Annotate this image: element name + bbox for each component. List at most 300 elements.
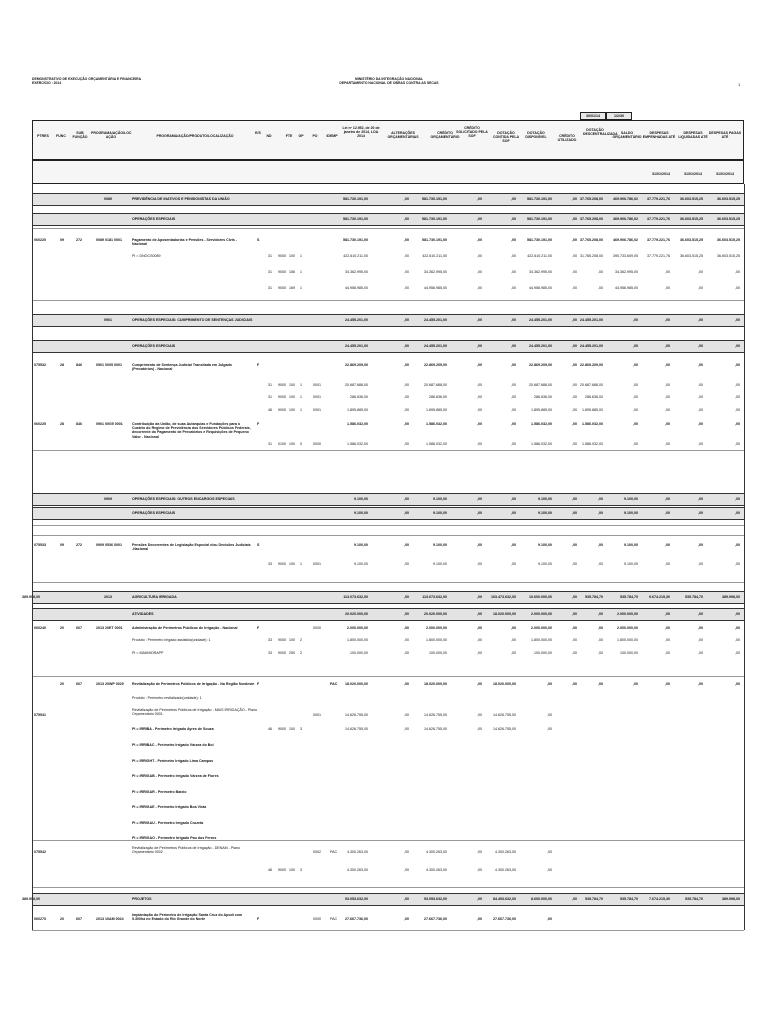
- value-cell: ,00: [598, 497, 603, 501]
- value-cell: 22.869.209,00: [580, 363, 603, 367]
- value-cell: ,00: [477, 217, 482, 221]
- value-cell: ,00: [404, 543, 409, 547]
- idemp-code: 0000: [313, 917, 321, 921]
- value-cell: ,00: [665, 511, 670, 515]
- value-cell: ,00: [665, 383, 670, 387]
- value-cell: 9.100,00: [624, 497, 638, 501]
- rp-code: 3: [300, 868, 302, 872]
- value-cell: ,00: [665, 422, 670, 426]
- value-cell: ,00: [665, 638, 670, 642]
- value-cell: ,00: [404, 897, 409, 901]
- rp-code: 1: [300, 254, 302, 258]
- fte-code: 9000: [278, 383, 286, 387]
- function-code: 28: [60, 363, 64, 367]
- value-cell: ,00: [698, 626, 703, 630]
- value-cell: 37.765.208,00: [580, 238, 603, 242]
- group-program-code: 0089: [104, 197, 112, 201]
- value-cell: ,00: [735, 626, 740, 630]
- value-cell: ,00: [511, 543, 516, 547]
- value-cell: 27.667.736,00: [424, 917, 447, 921]
- group-title: PREVIDÊNCIA DE INATIVOS E PENSIONISTAS DA UNIÃO: [132, 197, 230, 201]
- value-cell: 24.455.201,00: [529, 344, 552, 348]
- row-divider: [32, 840, 744, 841]
- value-cell: 103.473.632,00: [491, 595, 516, 599]
- value-cell: ,00: [511, 562, 516, 566]
- value-cell: 20.687.688,00: [345, 383, 368, 387]
- gp-code: 100: [289, 562, 295, 566]
- value-cell: ,00: [572, 286, 577, 290]
- value-cell: ,00: [572, 595, 577, 599]
- idemp-code: 0000: [313, 442, 321, 446]
- date-box-2-text: 1/2/30: [614, 114, 624, 118]
- value-cell: ,00: [477, 511, 482, 515]
- value-cell: 93.053.632,00: [424, 897, 447, 901]
- date-pagas: 31/01/2014: [716, 172, 734, 176]
- value-cell: ,00: [404, 383, 409, 387]
- subfunction-code: 846: [76, 422, 82, 426]
- value-cell: ,00: [477, 612, 482, 616]
- value-cell: 36.603.515,25: [717, 254, 740, 258]
- function-code: 09: [60, 238, 64, 242]
- value-cell: ,00: [633, 318, 638, 322]
- value-cell: ,00: [404, 344, 409, 348]
- group-program-code: 0901: [104, 318, 112, 322]
- rp-code: 2: [300, 651, 302, 655]
- value-cell: 113.073.632,00: [422, 595, 447, 599]
- value-cell: 37.779.221,76: [647, 238, 670, 242]
- value-cell: ,00: [404, 612, 409, 616]
- nd-code: 33: [268, 638, 272, 642]
- value-cell: ,00: [735, 422, 740, 426]
- value-cell: 2.000.000,00: [531, 626, 552, 630]
- value-cell: 389.998,00: [22, 595, 40, 599]
- item-description: PI = MANHIDRAPP: [132, 651, 164, 655]
- plan-item: PI = IRRIGAE - Perímetro Irrigado Boa Vista: [132, 805, 207, 809]
- value-cell: ,00: [572, 270, 577, 274]
- value-cell: 286.636,00: [350, 395, 368, 399]
- value-cell: ,00: [511, 254, 516, 258]
- row-divider: [32, 676, 744, 677]
- po-code: PAC: [330, 917, 338, 921]
- value-cell: 286.636,00: [585, 395, 603, 399]
- report-header-center: [334, 77, 444, 85]
- value-cell: 34.362.995,00: [345, 270, 368, 274]
- value-cell: 20.020.000,00: [424, 612, 447, 616]
- rp-code: 1: [300, 408, 302, 412]
- value-cell: 20.687.688,00: [529, 383, 552, 387]
- value-cell: ,00: [477, 270, 482, 274]
- value-cell: ,00: [572, 408, 577, 412]
- value-cell: ,00: [665, 626, 670, 630]
- value-cell: ,00: [511, 238, 516, 242]
- function-code: 09: [60, 543, 64, 547]
- col-func: FUNC: [56, 134, 66, 138]
- value-cell: ,00: [404, 270, 409, 274]
- fte-code: 9000: [278, 727, 286, 731]
- col-subfuncao: SUB FUNÇÃO: [72, 131, 88, 139]
- value-cell: ,00: [511, 422, 516, 426]
- value-cell: ,00: [547, 917, 552, 921]
- group-title: PROJETOS: [132, 897, 152, 901]
- value-cell: 581.730.191,00: [422, 217, 447, 221]
- subfunction-code: 607: [76, 682, 82, 686]
- report-title: DEMONSTRATIVO DE EXECUÇÃO ORÇAMENTÁRIA E FINANCEIRA: [32, 77, 142, 81]
- value-cell: ,00: [404, 497, 409, 501]
- subfunction-code: 607: [76, 626, 82, 630]
- fte-code: 0100: [278, 442, 286, 446]
- value-cell: ,00: [633, 408, 638, 412]
- value-cell: 24.455.201,00: [424, 318, 447, 322]
- value-cell: ,00: [511, 497, 516, 501]
- value-cell: 36.603.515,25: [680, 254, 703, 258]
- value-cell: 9.100,00: [433, 543, 447, 547]
- value-cell: ,00: [572, 651, 577, 655]
- subfunction-code: 272: [76, 543, 82, 547]
- value-cell: 2.000.000,00: [531, 612, 552, 616]
- value-cell: ,00: [477, 197, 482, 201]
- value-cell: ,00: [572, 254, 577, 258]
- value-cell: ,00: [511, 638, 516, 642]
- value-cell: 36.603.515,25: [717, 197, 740, 201]
- column-header-band: [32, 120, 744, 160]
- nd-code: 31: [268, 270, 272, 274]
- value-cell: ,00: [665, 682, 670, 686]
- subfunction-code: 607: [76, 917, 82, 921]
- value-cell: ,00: [598, 270, 603, 274]
- value-cell: 44.956.985,00: [345, 286, 368, 290]
- value-cell: ,00: [511, 511, 516, 515]
- value-cell: 4.300.263,00: [426, 850, 447, 854]
- value-cell: 2.000.000,00: [426, 626, 447, 630]
- gp-code: 100: [289, 868, 295, 872]
- value-cell: ,00: [572, 638, 577, 642]
- value-cell: 20.687.688,00: [580, 383, 603, 387]
- rp-code: 3: [300, 727, 302, 731]
- group-title: OPERAÇÕES ESPECIAIS: [132, 511, 176, 515]
- value-cell: 14.626.755,00: [345, 713, 368, 717]
- value-cell: ,00: [572, 318, 577, 322]
- row-divider: [32, 525, 744, 526]
- item-description: Contribuição da União, de suas Autarquias e Fundações para o Custeio do Regime de Previdência dos Servidores Públicos Federais, decorrente do Pagamento de Precatórios e Requisições de Pequeno Valor - Nacional: [132, 422, 251, 439]
- col-nd: ND: [266, 134, 272, 138]
- group-title: OPERAÇÕES ESPECIAIS: [132, 217, 176, 221]
- gp-code: 100: [289, 254, 295, 258]
- value-cell: ,00: [735, 286, 740, 290]
- value-cell: 27.667.736,00: [493, 917, 516, 921]
- value-cell: 24.455.201,00: [345, 344, 368, 348]
- value-cell: 34.362.995,00: [424, 270, 447, 274]
- value-cell: 4.300.263,00: [347, 850, 368, 854]
- nd-code: 31: [268, 286, 272, 290]
- value-cell: ,00: [598, 626, 603, 630]
- value-cell: 9.100,00: [538, 497, 552, 501]
- function-code: 20: [60, 917, 64, 921]
- value-cell: 389.998,00: [722, 595, 740, 599]
- value-cell: 14.626.755,00: [345, 727, 368, 731]
- value-cell: ,00: [477, 682, 482, 686]
- value-cell: ,00: [665, 270, 670, 274]
- value-cell: 9.100,00: [354, 543, 368, 547]
- date-empenhadas: 31/01/2014: [652, 172, 670, 176]
- value-cell: ,00: [511, 270, 516, 274]
- row-divider: [32, 887, 744, 888]
- program-code: 0909 0536 0001: [96, 543, 122, 547]
- gp-code: 250: [289, 651, 295, 655]
- value-cell: ,00: [735, 363, 740, 367]
- value-cell: 22.869.209,00: [345, 363, 368, 367]
- fte-code: 9000: [278, 868, 286, 872]
- value-cell: 535.784,70: [585, 897, 603, 901]
- value-cell: ,00: [735, 442, 740, 446]
- group-title: OPERAÇÕES ESPECIAIS: [132, 344, 176, 348]
- value-cell: ,00: [735, 651, 740, 655]
- value-cell: ,00: [404, 254, 409, 258]
- value-cell: ,00: [404, 682, 409, 686]
- value-cell: ,00: [665, 562, 670, 566]
- rp-code: 1: [300, 395, 302, 399]
- nd-code: 31: [268, 395, 272, 399]
- value-cell: ,00: [633, 395, 638, 399]
- col-alteracoes: ALTERAÇÕES ORÇAMENTÁRIAS: [387, 131, 419, 139]
- value-cell: ,00: [735, 682, 740, 686]
- plan-item: PI = IRRIGAO - Perímetro Irrigado Pau dos Ferros: [132, 836, 217, 840]
- value-cell: ,00: [572, 217, 577, 221]
- value-cell: 9.100,00: [624, 511, 638, 515]
- fte-code: 9000: [278, 395, 286, 399]
- value-cell: 581.730.191,00: [527, 217, 552, 221]
- col-idemp: IDEMP: [326, 134, 338, 138]
- value-cell: 7.674.215,30: [649, 897, 670, 901]
- value-cell: ,00: [572, 422, 577, 426]
- item-description: Revitalização de Perímetros Públicos de Irrigação - DENAM - Plano Orçamentário 0002: [132, 846, 241, 855]
- value-cell: ,00: [633, 383, 638, 387]
- nd-code: 31: [268, 383, 272, 387]
- value-cell: 9.100,00: [354, 562, 368, 566]
- fte-code: 9000: [278, 562, 286, 566]
- value-cell: 37.765.208,00: [580, 217, 603, 221]
- page-number: 1: [738, 82, 741, 87]
- value-cell: ,00: [404, 197, 409, 201]
- value-cell: 22.869.209,00: [424, 363, 447, 367]
- col-credito-utilizado: CRÉDITO UTILIZADO: [557, 134, 577, 142]
- item-description: PI = DNOCS0089: [132, 254, 161, 258]
- value-cell: ,00: [698, 344, 703, 348]
- value-cell: ,00: [735, 318, 740, 322]
- value-cell: 581.730.191,00: [527, 238, 552, 242]
- value-cell: ,00: [477, 442, 482, 446]
- value-cell: ,00: [665, 408, 670, 412]
- value-cell: ,00: [572, 612, 577, 616]
- value-cell: 1.895.885,00: [531, 408, 552, 412]
- value-cell: ,00: [404, 713, 409, 717]
- ptres-code: 075541: [34, 713, 46, 717]
- value-cell: 24.455.201,00: [580, 344, 603, 348]
- program-code: 0089 0181 0001: [96, 238, 122, 242]
- rp-code: 1: [300, 270, 302, 274]
- ptres-code: 060225: [34, 422, 46, 426]
- value-cell: ,00: [404, 626, 409, 630]
- value-cell: ,00: [404, 408, 409, 412]
- value-cell: ,00: [735, 270, 740, 274]
- ptres-code: 060270: [34, 917, 46, 921]
- value-cell: ,00: [698, 286, 703, 290]
- value-cell: 20.687.688,00: [424, 383, 447, 387]
- value-cell: ,00: [572, 626, 577, 630]
- value-cell: ,00: [404, 651, 409, 655]
- ptres-code: 075533: [34, 543, 46, 547]
- value-cell: 36.603.515,25: [680, 238, 703, 242]
- value-cell: ,00: [404, 562, 409, 566]
- group-program-code: 2013: [104, 595, 112, 599]
- value-cell: ,00: [572, 511, 577, 515]
- value-cell: 9.100,00: [538, 562, 552, 566]
- nd-code: 33: [268, 651, 272, 655]
- value-cell: 37.779.221,76: [647, 254, 670, 258]
- value-cell: ,00: [511, 395, 516, 399]
- value-cell: 9.100,00: [433, 511, 447, 515]
- value-cell: 1.586.032,00: [582, 422, 603, 426]
- value-cell: ,00: [477, 917, 482, 921]
- idemp-code: 0001: [313, 562, 321, 566]
- value-cell: 581.730.191,00: [343, 197, 368, 201]
- fte-code: 9000: [278, 254, 286, 258]
- idemp-code: 0001: [313, 383, 321, 387]
- idemp-code: 0001: [313, 713, 321, 717]
- value-cell: ,00: [572, 197, 577, 201]
- value-cell: ,00: [572, 562, 577, 566]
- value-cell: 37.765.208,00: [580, 197, 603, 201]
- value-cell: 36.603.515,25: [717, 238, 740, 242]
- value-cell: ,00: [633, 363, 638, 367]
- value-cell: 581.730.191,00: [422, 197, 447, 201]
- ptres-code: 060220: [34, 238, 46, 242]
- value-cell: ,00: [511, 318, 516, 322]
- value-cell: ,00: [598, 651, 603, 655]
- col-ptres: PTRES: [37, 134, 49, 138]
- group-program-code: 0909: [104, 497, 112, 501]
- value-cell: 1.895.885,00: [582, 408, 603, 412]
- value-cell: 535.784,70: [620, 595, 638, 599]
- table-frame-left: [32, 184, 33, 930]
- ministry-name: MINISTÉRIO DA INTEGRAÇÃO NACIONAL: [354, 77, 424, 81]
- plan-item: PI = IRRIGAR - Perímetro Baixio: [132, 789, 187, 794]
- value-cell: 4.300.263,00: [426, 868, 447, 872]
- value-cell: ,00: [477, 713, 482, 717]
- col-credito-solicitado: CRÉDITO SOLICITADO PELA SOF: [456, 126, 488, 138]
- value-cell: 469.906.786,02: [613, 217, 638, 221]
- value-cell: ,00: [572, 497, 577, 501]
- value-cell: 9.100,00: [624, 543, 638, 547]
- value-cell: ,00: [598, 543, 603, 547]
- gp-code: 100: [289, 408, 295, 412]
- value-cell: 422.610.211,00: [343, 254, 368, 258]
- value-cell: 44.956.985,00: [615, 286, 638, 290]
- value-cell: 37.779.221,76: [647, 197, 670, 201]
- item-description: Revitalização de Perímetros Públicos de Irrigação - Na Região Nordeste: [132, 682, 255, 686]
- plan-item: PI = IRRIGAB - Perímetro Irrigado Várzea de Flores: [132, 774, 219, 778]
- value-cell: ,00: [511, 651, 516, 655]
- value-cell: 100.000,00: [429, 651, 447, 655]
- row-divider: [32, 535, 744, 536]
- value-cell: ,00: [633, 344, 638, 348]
- table-frame-right: [744, 184, 745, 930]
- value-cell: ,00: [404, 850, 409, 854]
- value-cell: 9.100,00: [433, 562, 447, 566]
- value-cell: 24.455.201,00: [345, 318, 368, 322]
- value-cell: 535.784,70: [685, 595, 703, 599]
- value-cell: 535.784,70: [620, 897, 638, 901]
- es-code: S: [257, 238, 260, 242]
- value-cell: ,00: [698, 612, 703, 616]
- value-cell: 1.586.032,00: [531, 442, 552, 446]
- item-description: Cumprimento de Sentença Judicial Transitada em Julgado (Precatórios) - Nacional: [132, 363, 232, 372]
- nd-code: 46: [268, 408, 272, 412]
- value-cell: 1.586.032,00: [347, 422, 368, 426]
- value-cell: 24.455.201,00: [580, 318, 603, 322]
- value-cell: 469.906.786,02: [613, 197, 638, 201]
- col-despesas-pagas: DESPESAS PAGAS ATÉ: [708, 131, 742, 139]
- value-cell: ,00: [598, 612, 603, 616]
- value-cell: ,00: [698, 651, 703, 655]
- value-cell: ,00: [547, 868, 552, 872]
- value-cell: 44.956.985,00: [424, 286, 447, 290]
- group-title: OPERAÇÕES ESPECIAIS: OUTROS ENCARGOS ESPECIAIS: [132, 497, 235, 501]
- value-cell: ,00: [633, 422, 638, 426]
- value-cell: 18.020.000,00: [424, 682, 447, 686]
- value-cell: ,00: [698, 408, 703, 412]
- value-cell: ,00: [511, 408, 516, 412]
- gp-code: 100: [289, 383, 295, 387]
- value-cell: ,00: [511, 363, 516, 367]
- value-cell: ,00: [572, 543, 577, 547]
- row-divider: [32, 930, 744, 931]
- value-cell: ,00: [735, 395, 740, 399]
- ptres-code: 060240: [34, 626, 46, 630]
- value-cell: 2.000.000,00: [617, 626, 638, 630]
- col-lei: Lei nº 12.952, de 20 de janeiro de 2014, LOA 2014: [342, 126, 380, 138]
- col-despesas-empenhadas: DESPESAS EMPENHADAS ATÉ: [642, 131, 676, 139]
- rp-code: 1: [300, 286, 302, 290]
- es-code: S: [257, 543, 260, 547]
- value-cell: ,00: [477, 626, 482, 630]
- subfunction-code: 272: [76, 238, 82, 242]
- value-cell: 2.000.000,00: [347, 626, 368, 630]
- value-cell: ,00: [633, 442, 638, 446]
- value-cell: ,00: [477, 850, 482, 854]
- value-cell: 389.998,00: [22, 897, 40, 901]
- value-cell: ,00: [665, 651, 670, 655]
- value-cell: ,00: [477, 638, 482, 642]
- value-cell: ,00: [698, 682, 703, 686]
- value-cell: 581.730.191,00: [343, 238, 368, 242]
- program-code: 2013 10AM 0024: [96, 917, 124, 921]
- value-cell: 44.956.985,00: [529, 286, 552, 290]
- value-cell: ,00: [698, 363, 703, 367]
- value-cell: 1.586.032,00: [426, 442, 447, 446]
- value-cell: ,00: [665, 363, 670, 367]
- fte-code: 9000: [278, 408, 286, 412]
- value-cell: ,00: [477, 651, 482, 655]
- value-cell: 422.610.211,00: [527, 254, 552, 258]
- value-cell: ,00: [572, 442, 577, 446]
- value-cell: 390.733.609,05: [613, 254, 638, 258]
- value-cell: 581.730.191,00: [422, 238, 447, 242]
- col-saldo: SALDO ORÇAMENTÁRIO: [612, 131, 642, 139]
- value-cell: ,00: [477, 562, 482, 566]
- col-despesas-liquidadas: DESPESAS LIQUIDADAS ATÉ: [678, 131, 708, 139]
- value-cell: ,00: [477, 408, 482, 412]
- value-cell: 22.869.209,00: [529, 363, 552, 367]
